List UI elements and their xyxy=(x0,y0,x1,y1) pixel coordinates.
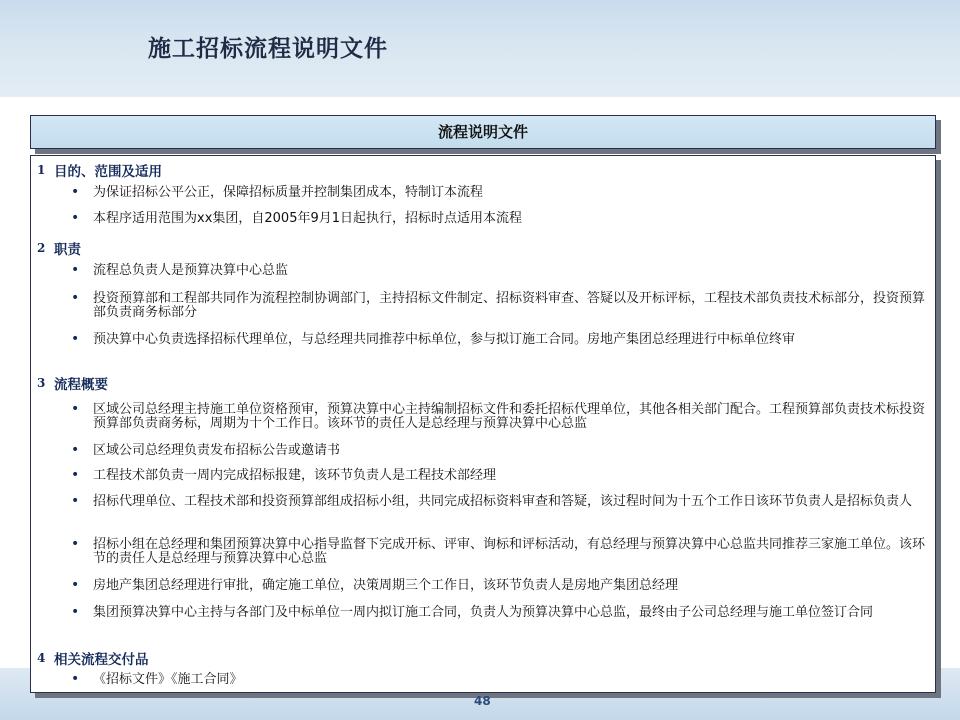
page-number: 48 xyxy=(474,694,491,708)
list-item-text: 集团预算决算中心主持与各部门及中标单位一周内拟订施工合同，负责人为预算决算中心总监，最终由子公司总经理与施工单位签订合同 xyxy=(93,605,874,620)
list-item-text: 工程技术部负责一周内完成招标报建，该环节负责人是工程技术部经理 xyxy=(93,468,497,483)
section-title: 相关流程交付品 xyxy=(54,652,149,668)
section-number: 2 xyxy=(37,241,46,255)
list-item-text: 投资预算部和工程部共同作为流程控制协调部门，主持招标文件制定、招标资料审查、答疑以及开标评标，工程技术部负责技术标部分，投资预算部负责商务标部分 xyxy=(93,291,926,320)
list-item xyxy=(71,538,926,566)
list-item xyxy=(71,333,926,347)
bullet-icon: • xyxy=(71,536,80,552)
bullet-icon: • xyxy=(71,401,80,417)
bullet-icon: • xyxy=(71,262,80,278)
bullet-icon: • xyxy=(71,493,80,509)
section-title: 职责 xyxy=(54,242,81,258)
list-item xyxy=(71,495,926,509)
bullet-icon: • xyxy=(71,184,80,200)
list-item-text: 《招标文件》《施工合同》 xyxy=(93,672,243,687)
list-item xyxy=(71,264,926,278)
list-item-text: 招标代理单位、工程技术部和投资预算部组成招标小组，共同完成招标资料审查和答疑，该过程时间为十五个工作日该环节负责人是招标负责人 xyxy=(93,494,913,509)
document-header-box xyxy=(30,115,936,149)
document-content-box xyxy=(30,155,936,693)
section-number: 4 xyxy=(37,651,46,665)
section-heading xyxy=(37,648,149,668)
bullet-icon: • xyxy=(71,577,80,593)
list-item xyxy=(71,292,926,320)
list-item-text: 区域公司总经理主持施工单位资格预审，预算决算中心主持编制招标文件和委托招标代理单位，其他各相关部门配合。工程预算部负责技术标投资预算部负责商务标，周期为十个工作日。该环节的责任人是总经理与预算决算中心总监 xyxy=(93,402,926,431)
section-heading xyxy=(37,373,108,393)
list-item xyxy=(71,186,926,200)
list-item xyxy=(71,212,926,226)
list-item xyxy=(71,444,926,458)
bullet-icon: • xyxy=(71,331,80,347)
bullet-icon: • xyxy=(71,290,80,306)
bullet-icon: • xyxy=(71,210,80,226)
list-item-text: 流程总负责人是预算决算中心总监 xyxy=(93,263,289,278)
list-item-text: 预决算中心负责选择招标代理单位，与总经理共同推荐中标单位，参与拟订施工合同。房地产集团总经理进行中标单位终审 xyxy=(93,332,796,347)
list-item-text: 本程序适用范围为xx集团，自2005年9月1日起执行，招标时点适用本流程 xyxy=(93,211,523,226)
list-item xyxy=(71,606,926,620)
document-header-title: 流程说明文件 xyxy=(437,123,528,141)
bullet-icon: • xyxy=(71,671,80,687)
section-title: 流程概要 xyxy=(54,377,108,393)
list-item-text: 房地产集团总经理进行审批，确定施工单位，决策周期三个工作日，该环节负责人是房地产集团总经理 xyxy=(93,578,679,593)
bullet-icon: • xyxy=(71,604,80,620)
list-item xyxy=(71,403,926,431)
list-item xyxy=(71,673,926,687)
section-heading xyxy=(37,238,81,258)
bullet-icon: • xyxy=(71,467,80,483)
slide-title: 施工招标流程说明文件 xyxy=(148,35,388,62)
section-number: 3 xyxy=(37,376,46,390)
section-number: 1 xyxy=(37,163,46,177)
section-heading xyxy=(37,160,162,180)
bullet-icon: • xyxy=(71,442,80,458)
header-background xyxy=(0,0,960,97)
list-item-text: 区域公司总经理负责发布招标公告或邀请书 xyxy=(93,443,341,458)
section-title: 目的、范围及适用 xyxy=(54,164,162,180)
list-item-text: 为保证招标公平公正，保障招标质量并控制集团成本，特制订本流程 xyxy=(93,185,484,200)
list-item xyxy=(71,579,926,593)
list-item-text: 招标小组在总经理和集团预算决算中心指导监督下完成开标、评审、询标和评标活动，有总经理与预算决算中心总监共同推荐三家施工单位。该环节的责任人是总经理与预算决算中心总监 xyxy=(93,537,926,566)
list-item xyxy=(71,469,926,483)
